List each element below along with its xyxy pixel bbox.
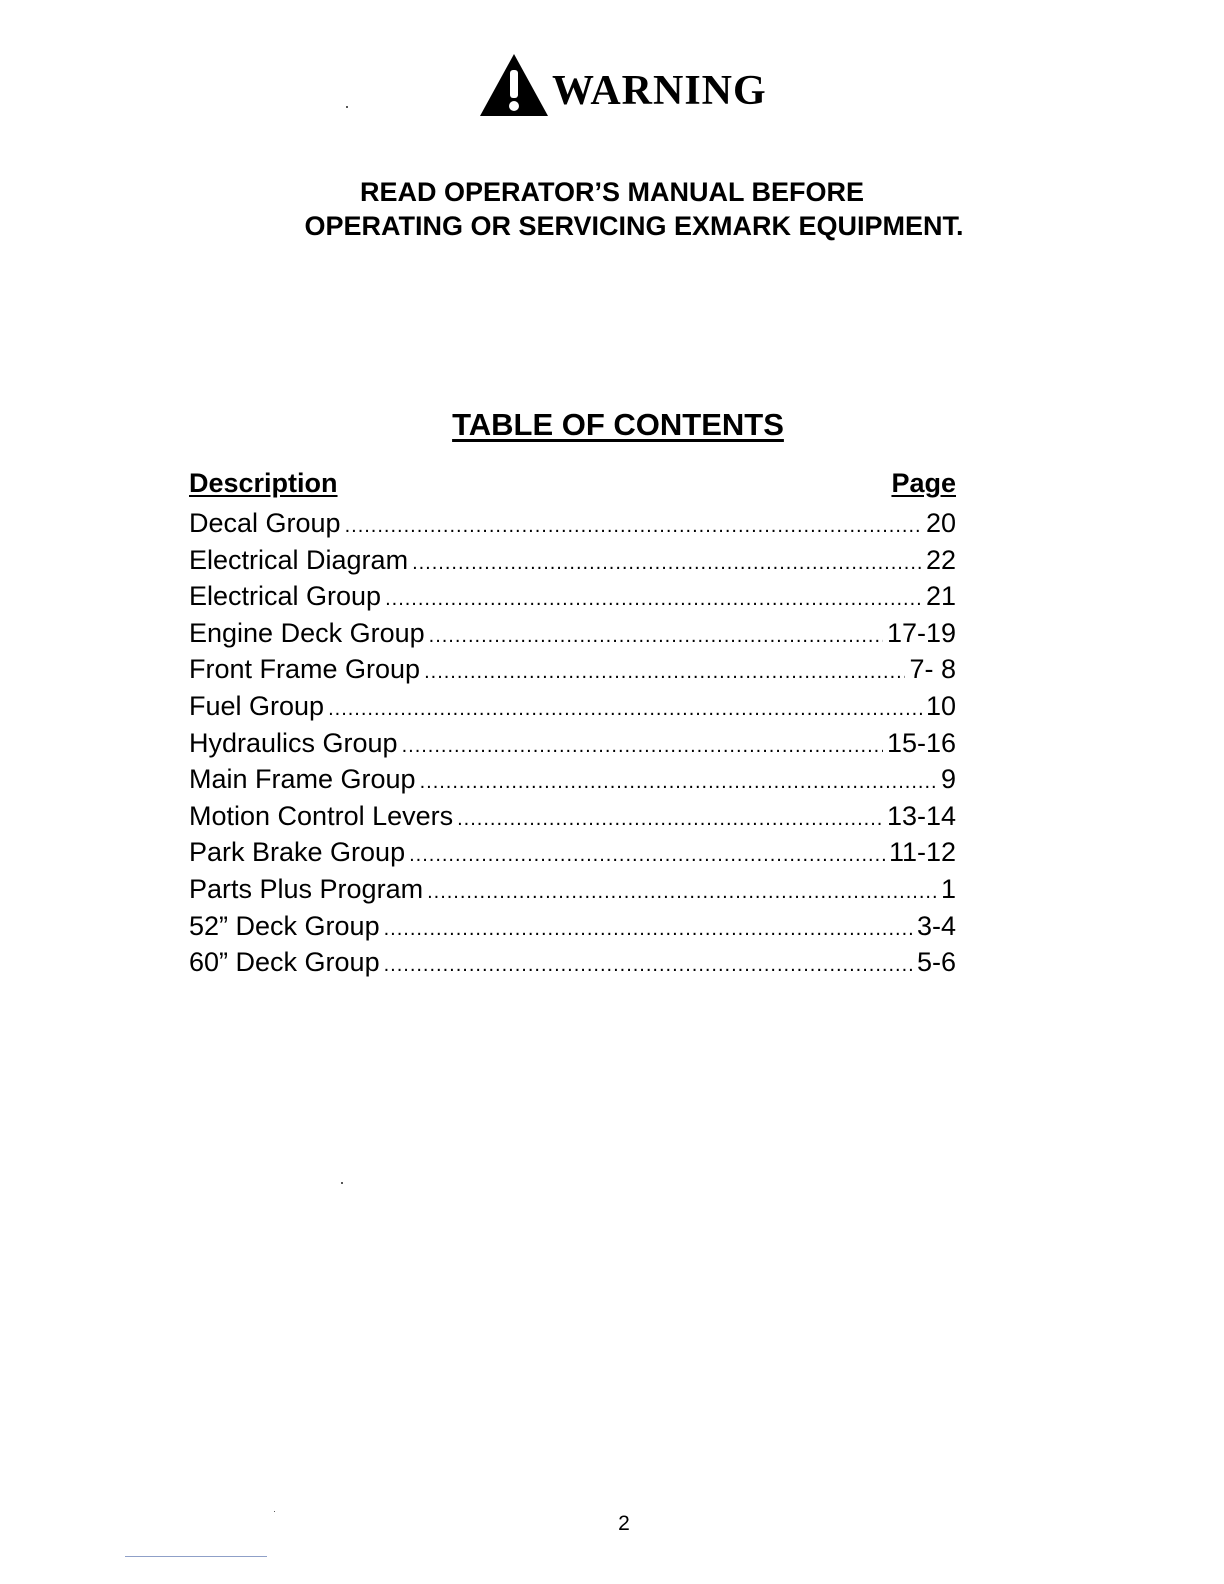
toc-entry-page: 17-19 — [886, 617, 956, 648]
dot-leader — [409, 837, 885, 874]
dot-leader — [427, 874, 937, 911]
warning-header — [478, 48, 767, 118]
toc-entry-description: 60” Deck Group — [189, 947, 380, 978]
toc-header — [189, 455, 956, 499]
toc-entry — [189, 798, 956, 835]
dot-leader — [345, 508, 922, 545]
toc-entry-description: Decal Group — [189, 508, 341, 538]
toc-entry — [189, 688, 956, 725]
toc-entry — [189, 651, 956, 688]
dot-leader — [384, 911, 913, 948]
toc-entries — [189, 505, 956, 981]
toc-entry — [189, 542, 956, 579]
toc-entry — [189, 615, 956, 652]
scan-speck — [346, 106, 348, 108]
toc-entry-page: 1 — [940, 873, 956, 904]
toc-entry-description: Park Brake Group — [189, 837, 406, 868]
toc-entry-description: Electrical Diagram — [189, 544, 409, 575]
toc-entry-page: 10 — [925, 690, 956, 721]
toc-entry-page: 21 — [925, 581, 956, 612]
warning-label: WARNING — [552, 68, 767, 114]
toc-entry-page: 13-14 — [886, 800, 956, 831]
dot-leader — [429, 618, 883, 655]
toc-entry — [189, 725, 956, 762]
dot-leader — [424, 654, 905, 691]
toc-entry — [189, 908, 956, 945]
toc-entry-description: Main Frame Group — [189, 764, 416, 795]
toc-entry-page: 11-12 — [888, 837, 956, 868]
notice-line-1: READ OPERATOR’S MANUAL BEFORE — [359, 177, 865, 207]
toc-entry — [189, 834, 956, 871]
toc-entry-description: Parts Plus Program — [189, 873, 424, 904]
toc-entry-page: 7- 8 — [909, 654, 956, 685]
toc-entry — [189, 761, 956, 798]
toc-entry — [189, 944, 956, 981]
dot-leader — [420, 764, 937, 801]
toc-entry-page: 20 — [925, 508, 956, 538]
dot-leader — [402, 728, 883, 765]
toc-entry-description: Hydraulics Group — [189, 727, 398, 758]
toc-entry-page: 3-4 — [916, 910, 956, 941]
dot-leader — [328, 691, 922, 728]
toc-entry-page: 5-6 — [916, 947, 956, 978]
toc-entry-page: 22 — [925, 544, 956, 575]
toc-description-header: Description — [189, 468, 338, 498]
toc-page-header: Page — [891, 468, 956, 498]
warning-triangle-icon — [478, 52, 550, 118]
dot-leader — [384, 947, 913, 984]
table-of-contents — [189, 455, 956, 981]
toc-entry-description: 52” Deck Group — [189, 910, 380, 941]
toc-entry-description: Motion Control Levers — [189, 800, 454, 831]
toc-entry-description: Front Frame Group — [189, 654, 421, 685]
toc-entry-description: Fuel Group — [189, 690, 325, 721]
dot-leader — [412, 545, 922, 582]
toc-entry-page: 9 — [940, 764, 956, 795]
toc-entry-description: Electrical Group — [189, 581, 382, 612]
toc-entry-description: Engine Deck Group — [189, 617, 425, 648]
notice-line-2: OPERATING OR SERVICING EXMARK EQUIPMENT. — [304, 211, 964, 241]
toc-entry — [189, 505, 956, 542]
toc-entry — [189, 871, 956, 908]
toc-entry-page: 15-16 — [886, 727, 956, 758]
scan-speck — [341, 1182, 343, 1184]
toc-entry — [189, 578, 956, 615]
dot-leader — [385, 581, 922, 618]
toc-title: TABLE OF CONTENTS — [452, 407, 784, 442]
safety-notice — [0, 175, 1224, 243]
dot-leader — [457, 801, 883, 838]
page-number: 2 — [618, 1512, 630, 1535]
footer-divider — [125, 1556, 267, 1557]
scan-speck — [274, 1511, 275, 1512]
